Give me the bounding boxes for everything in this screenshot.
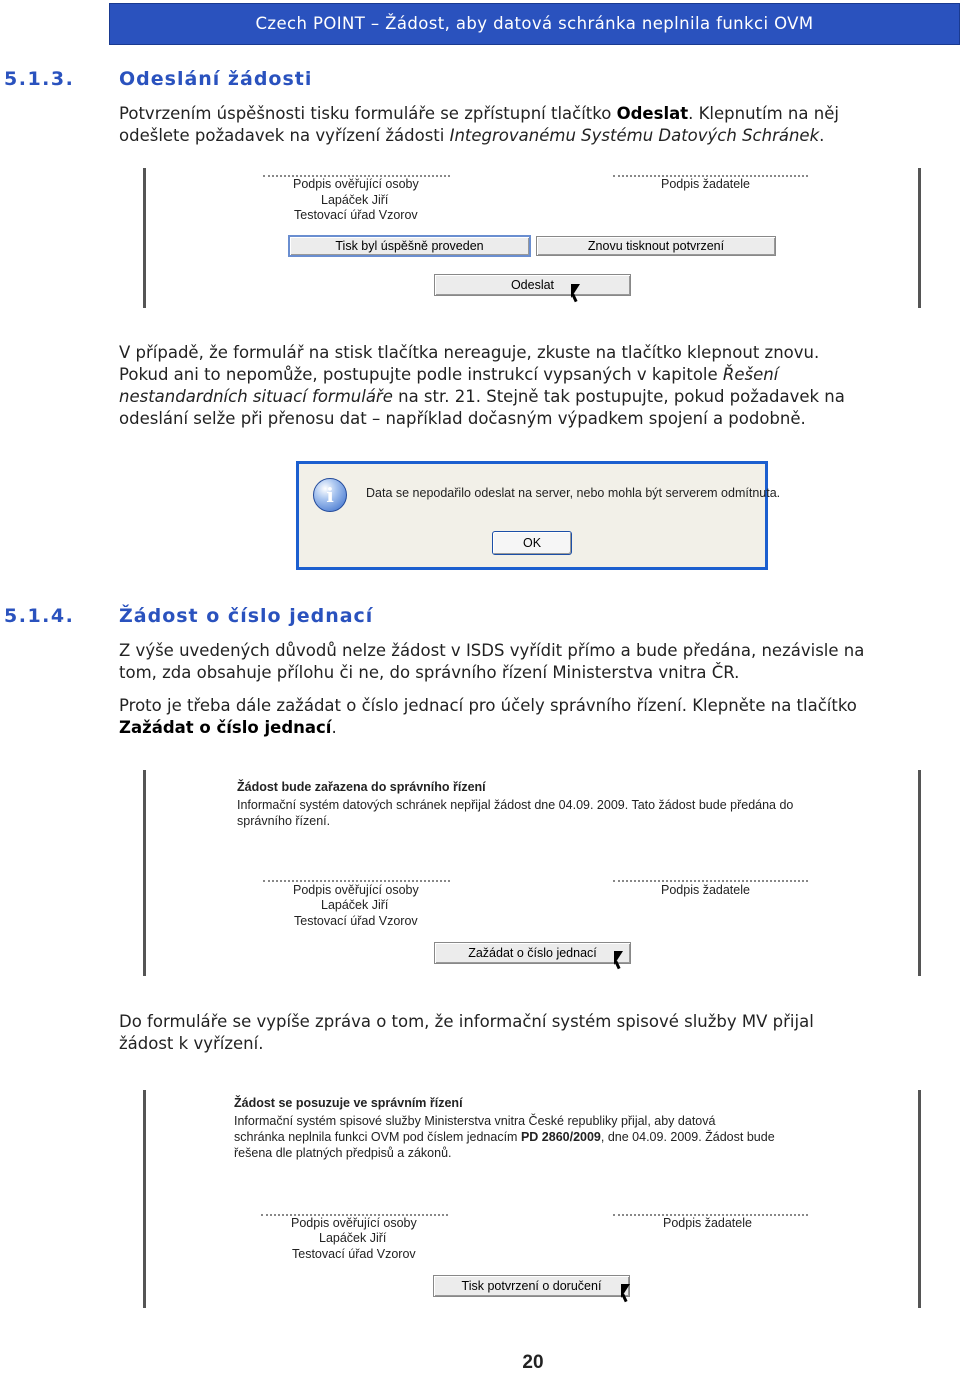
- send-button[interactable]: Odeslat: [434, 274, 631, 296]
- request-reference-number-button[interactable]: Zažádat o číslo jednací: [434, 942, 631, 964]
- text: žádost k vyřízení.: [119, 1034, 264, 1053]
- section-number: 5.1.4.: [4, 605, 75, 627]
- left-signature-title: Podpis ověřující osoby: [293, 883, 419, 897]
- info-icon: i: [313, 478, 347, 512]
- paragraph-message: [119, 1011, 949, 1055]
- text: .: [819, 126, 825, 145]
- left-signature-office: Testovací úřad Vzorov: [294, 208, 418, 222]
- header-title: Czech POINT – Žádost, aby datová schránka neplnila funkci OVM: [255, 14, 814, 33]
- notice-text: správního řízení.: [237, 814, 331, 828]
- right-signature-title: Podpis žadatele: [661, 883, 750, 897]
- left-signature-office: Testovací úřad Vzorov: [294, 914, 418, 928]
- header-bar: [109, 3, 960, 45]
- print-receipt-button[interactable]: Tisk potvrzení o doručení: [433, 1275, 630, 1297]
- italic-text: Řešení: [722, 365, 779, 384]
- text: Proto je třeba dále zažádat o číslo jednací pro účely správního řízení. Klepněte na tlačítko: [119, 696, 857, 715]
- notice-text: řešena dle platných předpisů a zákonů.: [234, 1146, 452, 1160]
- text: .: [331, 718, 337, 737]
- text: . Klepnutím na něj: [688, 104, 839, 123]
- paragraph-reason: [119, 640, 949, 684]
- section-title: Odeslání žádosti: [119, 68, 313, 90]
- text: V případě, že formulář na stisk tlačítka nereaguje, zkuste na tlačítko klepnout znovu.: [119, 343, 820, 362]
- mouse-cursor-icon: [614, 951, 628, 965]
- divider: [143, 770, 146, 976]
- notice-text: [234, 1130, 775, 1144]
- reprint-button[interactable]: Znovu tisknout potvrzení: [536, 236, 776, 256]
- text: , dne 04.09. 2009. Žádost bude: [600, 1130, 775, 1144]
- screenshot-send-form: [143, 168, 923, 308]
- left-signature-office: Testovací úřad Vzorov: [292, 1247, 416, 1261]
- signature-line: [263, 880, 450, 882]
- paragraph-request: [119, 695, 949, 739]
- mouse-cursor-icon: [621, 1284, 635, 1298]
- italic-text: Integrovanému Systému Datových Schránek: [449, 126, 820, 145]
- section-title: Žádost o číslo jednací: [119, 605, 374, 627]
- print-done-button[interactable]: Tisk byl úspěšně proveden: [288, 235, 531, 257]
- divider: [143, 168, 146, 308]
- notice-heading: Žádost bude zařazena do správního řízení: [237, 780, 486, 794]
- text: odeslání selže při přenosu dat – například dočasným výpadkem spojení a podobně.: [119, 409, 806, 428]
- signature-line: [613, 880, 808, 882]
- notice-text: Informační systém datových schránek nepřijal žádost dne 04.09. 2009. Tato žádost bude předána do: [237, 798, 794, 812]
- left-signature-name: Lapáček Jiří: [321, 898, 389, 912]
- left-signature-title: Podpis ověřující osoby: [293, 177, 419, 191]
- divider: [918, 770, 921, 976]
- text: Potvrzením úspěšnosti tisku formuláře se zpřístupní tlačítko: [119, 104, 617, 123]
- text: na str. 21. Stejně tak postupujte, pokud požadavek na: [392, 387, 845, 406]
- text: Z výše uvedených důvodů nelze žádost v ISDS vyřídit přímo a bude předána, nezávisle na: [119, 641, 865, 660]
- notice-heading: Žádost se posuzuje ve správním řízení: [234, 1096, 463, 1110]
- ok-button[interactable]: OK: [492, 531, 572, 555]
- screenshot-accepted-form: [143, 1090, 923, 1308]
- text: Pokud ani to nepomůže, postupujte podle instrukcí vypsaných v kapitole: [119, 365, 723, 384]
- left-signature-name: Lapáček Jiří: [321, 193, 389, 207]
- bold-text: Odeslat: [616, 104, 689, 123]
- text: Do formuláře se vypíše zpráva o tom, že informační systém spisové služby MV přijal: [119, 1012, 814, 1031]
- bold-text: Zažádat o číslo jednací: [119, 718, 332, 737]
- section-number: 5.1.3.: [4, 68, 75, 90]
- paragraph-send-intro: [119, 103, 949, 147]
- notice-text: Informační systém spisové služby Ministerstva vnitra České republiky přijal, aby datová: [234, 1114, 716, 1128]
- divider: [918, 168, 921, 308]
- right-signature-title: Podpis žadatele: [661, 177, 750, 191]
- left-signature-title: Podpis ověřující osoby: [291, 1216, 417, 1230]
- error-dialog: [296, 461, 781, 570]
- divider: [143, 1090, 146, 1308]
- right-signature-title: Podpis žadatele: [663, 1216, 752, 1230]
- page-number: 20: [522, 1352, 544, 1373]
- italic-text: nestandardních situací formuláře: [119, 387, 393, 406]
- screenshot-request-form: [143, 770, 923, 976]
- text: tom, zda obsahuje přílohu či ne, do správního řízení Ministerstva vnitra ČR.: [119, 663, 740, 682]
- left-signature-name: Lapáček Jiří: [319, 1231, 387, 1245]
- text: schránka neplnila funkci OVM pod číslem jednacím: [234, 1130, 521, 1144]
- paragraph-troubleshoot: [119, 342, 949, 430]
- reference-number: PD 2860/2009: [520, 1130, 601, 1144]
- text: odešlete požadavek na vyřízení žádosti: [119, 126, 450, 145]
- mouse-cursor-icon: [571, 284, 585, 298]
- divider: [918, 1090, 921, 1308]
- dialog-message: Data se nepodařilo odeslat na server, nebo mohla být serverem odmítnuta.: [366, 486, 781, 500]
